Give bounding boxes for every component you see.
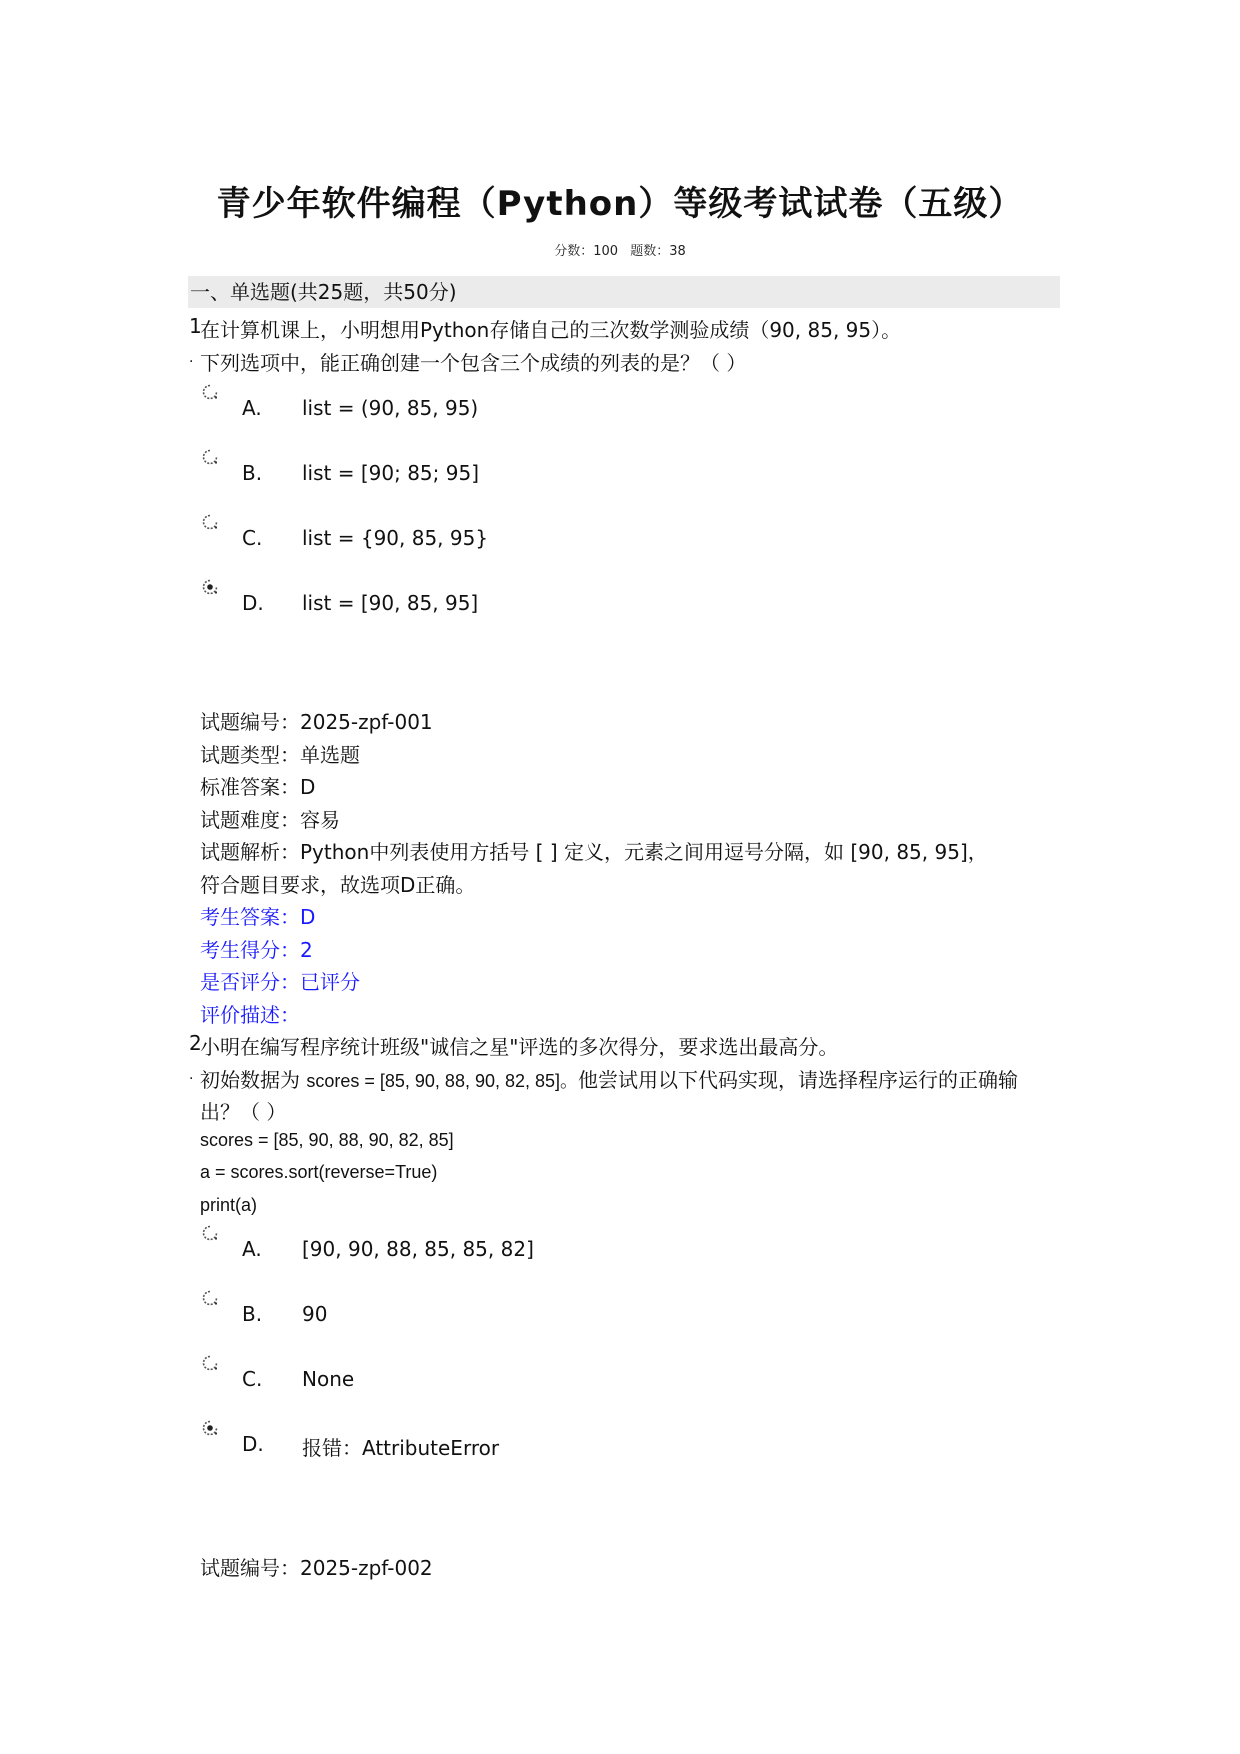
question-number: 1 [189,314,202,338]
question-id: 试题编号：2025-zpf-001 [200,710,433,734]
option-text[interactable]: [90, 90, 88, 85, 85, 82] [302,1237,534,1261]
question-id: 试题编号：2025-zpf-002 [200,1556,433,1580]
question-stem: 下列选项中，能正确创建一个包含三个成绩的列表的是？（ ） [200,351,747,375]
question-number: 2 [189,1031,202,1055]
option-text[interactable]: list = [90; 85; 95] [302,461,479,485]
option-text[interactable]: 90 [302,1302,328,1326]
student-score: 考生得分：2 [200,938,313,962]
option-text[interactable]: list = {90, 85, 95} [302,526,489,550]
grading-status: 是否评分：已评分 [200,970,360,994]
code-line: a = scores.sort(reverse=True) [200,1162,438,1182]
option-letter: C. [242,526,263,550]
question-difficulty: 试题难度：容易 [200,808,340,832]
exam-meta [0,240,1240,259]
radio-button-unselected[interactable] [202,449,218,465]
radio-button-unselected[interactable] [202,1355,218,1371]
question-stem: 在计算机课上，小明想用Python存储自己的三次数学测验成绩（90, 85, 95）。 [200,318,902,342]
stem-text: 初始数据为 [200,1068,307,1092]
option-letter: A. [242,1237,262,1261]
radio-button-unselected[interactable] [202,1290,218,1306]
question-count-label: 题数：38 [630,244,686,259]
code-line: print(a) [200,1195,258,1215]
section-header: 一、单选题(共25题，共50分) [188,276,1060,308]
option-letter: A. [242,396,262,420]
radio-button-selected[interactable] [202,1420,218,1436]
code-line: scores = [85, 90, 88, 90, 82, 85] [200,1130,454,1150]
option-text[interactable]: 报错：AttributeError [302,1436,500,1460]
question-analysis: 试题解析：Python中列表使用方括号 [ ] 定义，元素之间用逗号分隔，如 [90, 85, 95]， [200,840,988,864]
option-letter: B. [242,1302,263,1326]
radio-button-unselected[interactable] [202,384,218,400]
score-label: 分数：100 [554,244,619,259]
radio-button-selected[interactable] [202,579,218,595]
question-type: 试题类型：单选题 [200,743,360,767]
page-title: 青少年软件编程（Python）等级考试试卷（五级） [216,184,1024,224]
standard-answer: 标准答案：D [200,775,316,799]
grading-comment: 评价描述： [200,1003,300,1027]
radio-button-unselected[interactable] [202,514,218,530]
option-text[interactable]: list = [90, 85, 95] [302,591,479,615]
question-number-dot: . [189,1067,194,1083]
option-letter: B. [242,461,263,485]
option-text[interactable]: None [302,1367,355,1391]
student-answer: 考生答案：D [200,905,316,929]
stem-text: 他尝试用以下代码实现，请选择程序运行的正确输 [578,1068,1019,1092]
option-letter: C. [242,1367,263,1391]
radio-button-unselected[interactable] [202,1225,218,1241]
question-stem: 出？（ ） [200,1100,287,1124]
question-stem: 小明在编写程序统计班级"诚信之星"评选的多次得分，要求选出最高分。 [200,1035,839,1059]
option-letter: D. [242,1432,264,1456]
option-text[interactable]: list = (90, 85, 95) [302,396,479,420]
inline-code: scores = [85, 90, 88, 90, 82, 85]。 [306,1071,579,1091]
question-stem [200,1064,1018,1093]
option-letter: D. [242,591,264,615]
question-number-dot: . [189,350,194,366]
question-analysis-cont: 符合题目要求，故选项D正确。 [200,873,476,897]
